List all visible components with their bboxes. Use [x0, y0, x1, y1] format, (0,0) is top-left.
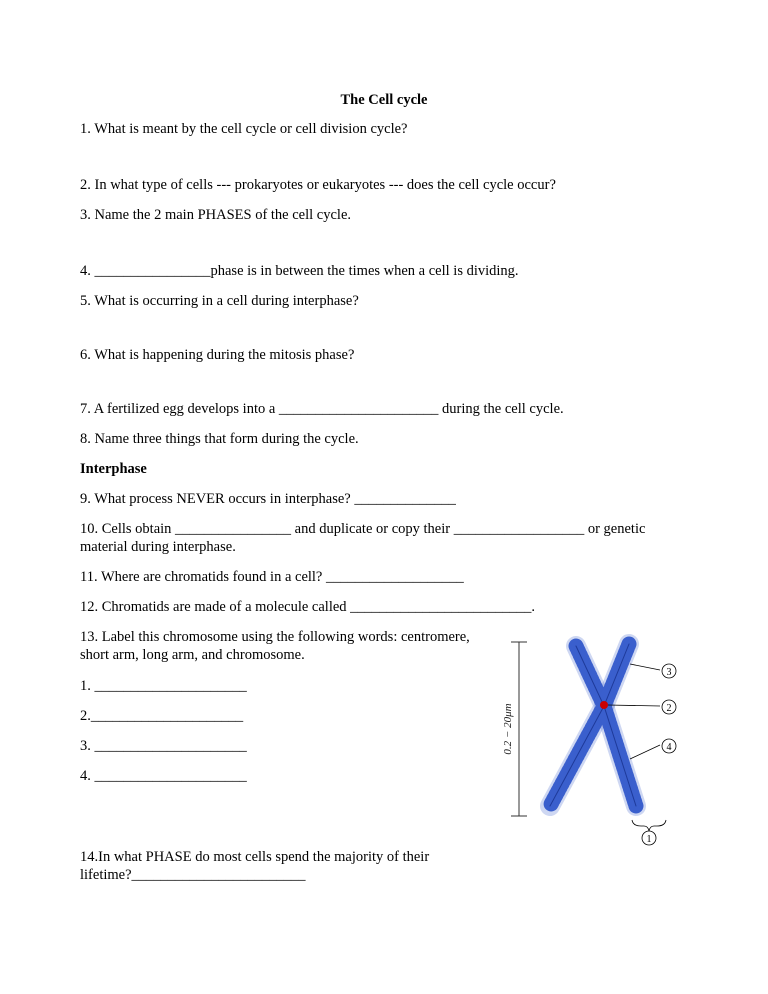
question-14-line-1: 14.In what PHASE do most cells spend the majority of their [80, 849, 430, 865]
question-10-line-1: 10. Cells obtain ________________ and duplicate or copy their __________________ or genetic [80, 521, 646, 537]
question-3: 3. Name the 2 main PHASES of the cell cycle. [80, 207, 352, 223]
question-6: 6. What is happening during the mitosis phase? [80, 347, 355, 363]
question-9: 9. What process NEVER occurs in interphase? ______________ [80, 491, 456, 507]
question-12: 12. Chromatids are made of a molecule called _________________________. [80, 599, 536, 615]
bottom-brace [632, 820, 666, 831]
callout-number-4: 4 [666, 742, 672, 753]
question-13-line-2: short arm, long arm, and chromosome. [80, 647, 305, 663]
question-14-line-2: lifetime?________________________ [80, 867, 306, 883]
label-blank-4: 4. _____________________ [80, 768, 247, 784]
callout-leader-4 [630, 745, 660, 759]
question-5: 5. What is occurring in a cell during interphase? [80, 293, 359, 309]
centromere-dot [600, 701, 608, 709]
label-blank-1: 1. _____________________ [80, 678, 247, 694]
question-2: 2. In what type of cells --- prokaryotes or eukaryotes --- does the cell cycle occur? [80, 177, 556, 193]
scale-label: 0.2 − 20μm [502, 703, 514, 755]
question-11: 11. Where are chromatids found in a cell? ___________________ [80, 569, 464, 585]
question-1: 1. What is meant by the cell cycle or cell division cycle? [80, 121, 408, 137]
question-4: 4. ________________phase is in between the times when a cell is dividing. [80, 263, 519, 279]
callout-number-1: 1 [646, 834, 652, 845]
question-10-line-2: material during interphase. [80, 539, 236, 555]
callout-number-2: 2 [666, 703, 672, 714]
question-7: 7. A fertilized egg develops into a ______________________ during the cell cycle. [80, 401, 564, 417]
label-blank-3: 3. _____________________ [80, 738, 247, 754]
question-8: 8. Name three things that form during the cycle. [80, 431, 359, 447]
label-blank-2: 2._____________________ [80, 708, 244, 724]
chromosome-diagram [494, 634, 694, 846]
callout-leader-3 [630, 664, 660, 670]
page-title: The Cell cycle [340, 92, 428, 108]
chromosome-shape [550, 644, 636, 806]
question-13-line-1: 13. Label this chromosome using the following words: centromere, [80, 629, 470, 645]
section-heading-interphase: Interphase [80, 461, 147, 477]
callout-number-3: 3 [666, 667, 672, 678]
callout-leader-2 [608, 705, 660, 706]
